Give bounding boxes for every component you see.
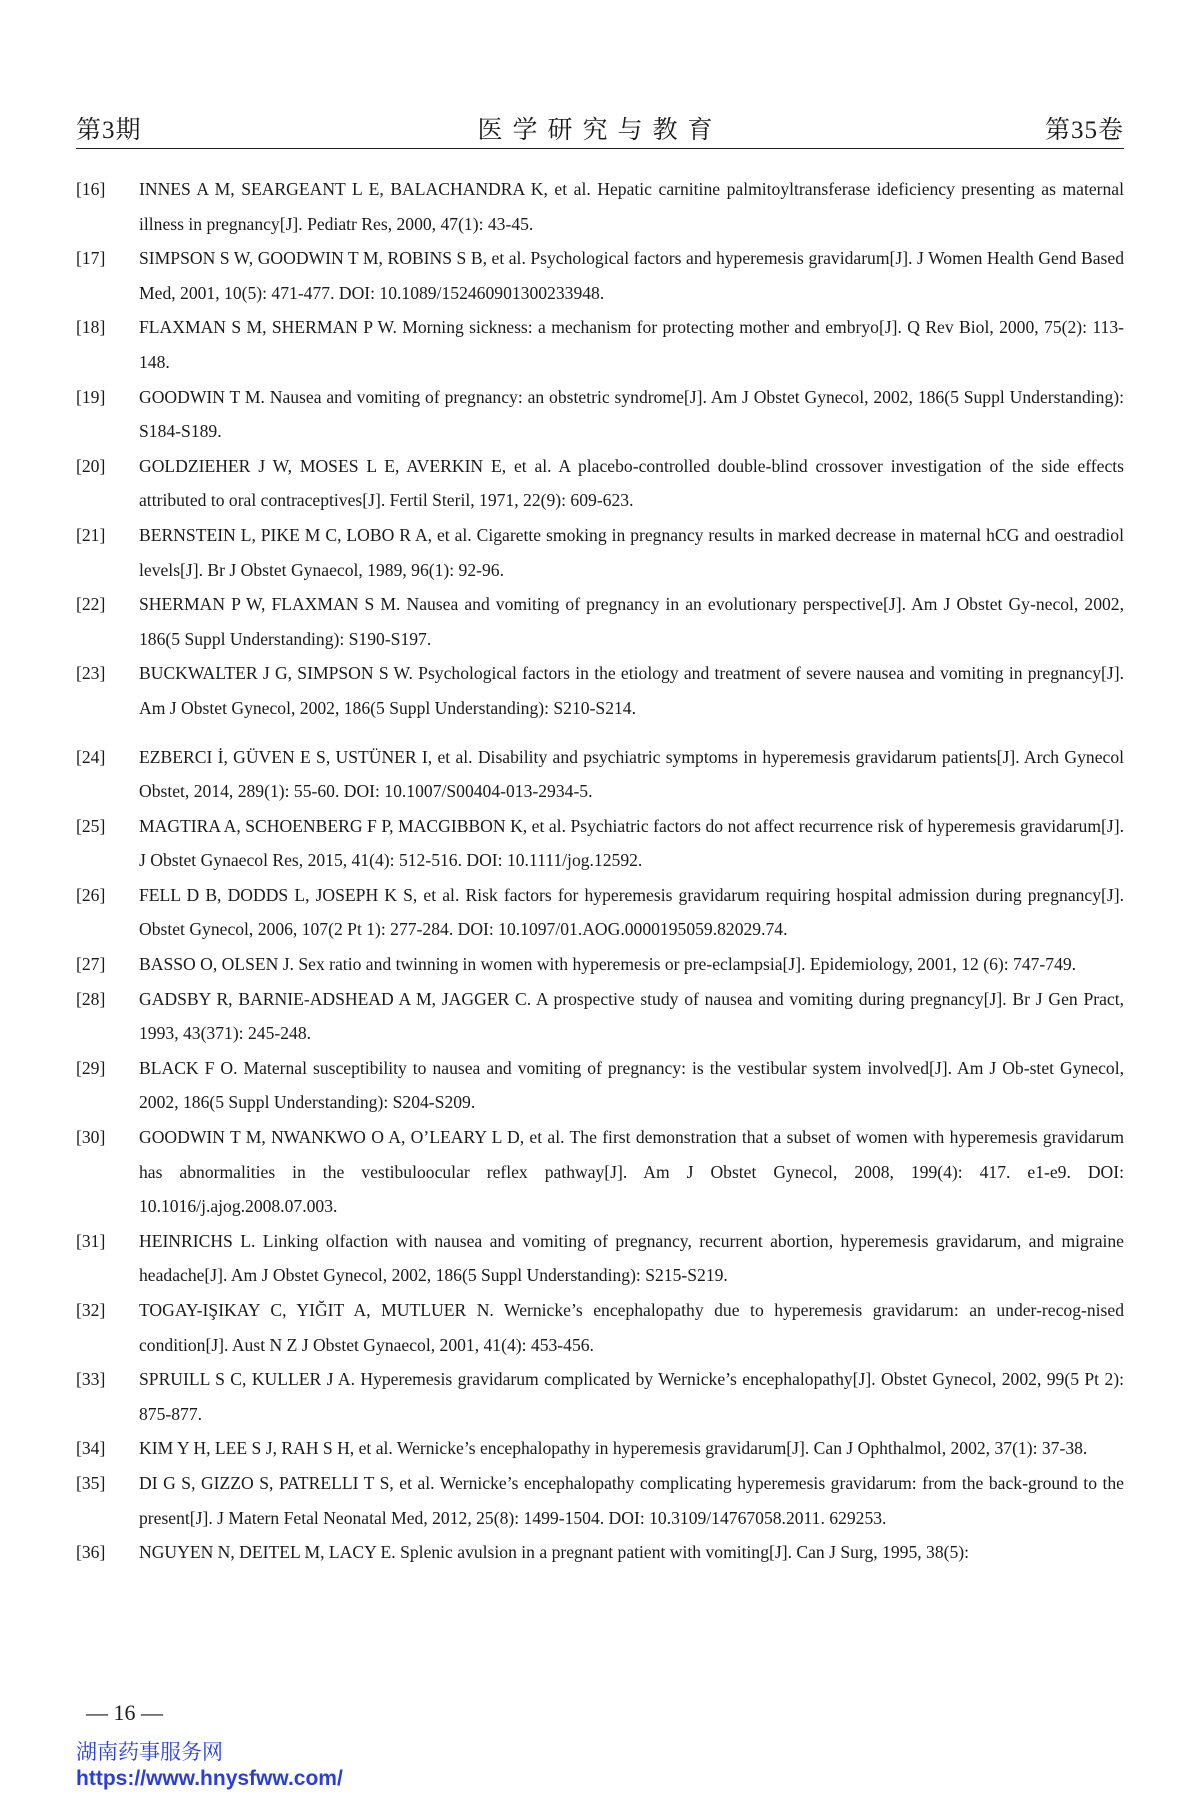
reference-number: [35] [76,1472,106,1493]
reference-text: NGUYEN N, DEITEL M, LACY E. Splenic avulsion in a pregnant patient with vomiting[J]. Can J Surg, 1995, 38(5): [139,1542,970,1563]
reference-list [76,172,1124,1570]
reference-text: SPRUILL S C, KULLER J A. Hyperemesis gravidarum complicated by Wernicke’s encephalopathy[J]. Obstet Gynecol, 2002, 99(5 Pt 2): 875-877. [139,1369,1124,1424]
reference-item [76,656,1124,725]
reference-item [76,1362,1124,1431]
reference-item [76,518,1124,587]
page-number: — 16 — [86,1700,163,1725]
reference-item [76,310,1124,379]
reference-item [76,1224,1124,1293]
reference-text: DI G S, GIZZO S, PATRELLI T S, et al. Wernicke’s encephalopathy complicating hyperemesis gravidarum: from the back-ground to the present[J]. J Matern Fetal Neonatal Med, 2012, 25(8): 1499-1504. DOI: 10.3109/14767058.2011. 629253. [139,1472,1124,1528]
reference-number: [21] [76,524,106,545]
reference-number: [16] [76,179,106,199]
reference-number: [25] [76,815,106,836]
reference-text: GOLDZIEHER J W, MOSES L E, AVERKIN E, et al. A placebo-controlled double-blind crossover investigation of the side effects attributed to oral contraceptives[J]. Fertil Steril, 1971, 22(9): 609-623. [139,455,1124,511]
reference-text: FELL D B, DODDS L, JOSEPH K S, et al. Risk factors for hyperemesis gravidarum requiring hospital admission during pregnancy[J]. Obstet Gynecol, 2006, 107(2 Pt 1): 277-284. DOI: 10.1097/01.AOG.0000195059.82029.74. [139,884,1124,940]
reference-text: MAGTIRA A, SCHOENBERG F P, MACGIBBON K, et al. Psychiatric factors do not affect recurrence risk of hyperemesis gravidarum[J]. J Obstet Gynaecol Res, 2015, 41(4): 512-516. DOI: 10.1111/jog.12592. [139,815,1124,871]
reference-number: [19] [76,386,106,407]
reference-text: EZBERCI İ, GÜVEN E S, USTÜNER I, et al. Disability and psychiatric symptoms in hyperemesis gravidarum patients[J]. Arch Gynecol Obstet, 2014, 289(1): 55-60. DOI: 10.1007/S00404-013-2934-5. [139,746,1124,802]
reference-item [76,947,1124,982]
reference-item [76,878,1124,947]
reference-number: [34] [76,1438,106,1459]
site-watermark [76,1740,343,1792]
reference-number: [24] [76,746,106,767]
reference-text: GOODWIN T M. Nausea and vomiting of pregnancy: an obstetric syndrome[J]. Am J Obstet Gynecol, 2002, 186(5 Suppl Understanding): S184-S189. [139,386,1124,442]
reference-number: [29] [76,1057,106,1078]
reference-number: [27] [76,954,106,975]
reference-item [76,380,1124,449]
reference-number: [23] [76,663,106,684]
reference-item [76,1431,1124,1466]
reference-text: GADSBY R, BARNIE-ADSHEAD A M, JAGGER C. A prospective study of nausea and vomiting during pregnancy[J]. Br J Gen Pract, 1993, 43(371): 245-248. [139,988,1124,1044]
reference-number: [36] [76,1542,106,1563]
reference-item [76,1293,1124,1362]
reference-number: [18] [76,317,106,338]
reference-text: TOGAY-IŞIKAY C, YIĞIT A, MUTLUER N. Wernicke’s encephalopathy due to hyperemesis gravidarum: an under-recog-nised condition[J]. Aust N Z J Obstet Gynaecol, 2001, 41(4): 453-456. [139,1300,1124,1355]
reference-item [76,587,1124,656]
reference-item [76,1466,1124,1535]
reference-number: [26] [76,884,106,905]
journal-title: 医学研究与教育 [477,117,723,144]
reference-text: INNES A M, SEARGEANT L E, BALACHANDRA K, et al. Hepatic carnitine palmitoyltransferase ideficiency presenting as maternal illness in pregnancy[J]. Pediatr Res, 2000, 47(1): 43-45. [139,179,1124,234]
reference-item [76,740,1124,809]
issue-label: 第3期 [76,117,142,144]
reference-item [76,241,1124,310]
reference-number: [22] [76,594,106,615]
watermark-site-name: 湖南药事服务网 [76,1741,223,1764]
reference-number: [20] [76,455,106,476]
reference-item [76,449,1124,518]
reference-text: BERNSTEIN L, PIKE M C, LOBO R A, et al. Cigarette smoking in pregnancy results in marked decrease in maternal hCG and oestradiol levels[J]. Br J Obstet Gynaecol, 1989, 96(1): 92-96. [139,524,1124,580]
reference-item [76,172,1124,241]
reference-text: BASSO O, OLSEN J. Sex ratio and twinning in women with hyperemesis or pre-eclampsia[J]. Epidemiology, 2001, 12 (6): 747-749. [139,954,1077,975]
reference-item [76,1051,1124,1120]
volume-label: 第35卷 [1044,117,1124,144]
reference-number: [31] [76,1230,106,1251]
reference-text: KIM Y H, LEE S J, RAH S H, et al. Wernicke’s encephalopathy in hyperemesis gravidarum[J]. Can J Ophthalmol, 2002, 37(1): 37-38. [139,1438,1088,1459]
reference-item [76,982,1124,1051]
reference-text: FLAXMAN S M, SHERMAN P W. Morning sickness: a mechanism for protecting mother and embryo[J]. Q Rev Biol, 2000, 75(2): 113-148. [139,317,1124,372]
reference-number: [28] [76,988,106,1009]
reference-text: BLACK F O. Maternal susceptibility to nausea and vomiting of pregnancy: is the vestibular system involved[J]. Am J Ob-stet Gynecol, 2002, 186(5 Suppl Understanding): S204-S209. [139,1057,1124,1113]
reference-number: [17] [76,248,106,269]
reference-number: [33] [76,1369,106,1390]
reference-text: SHERMAN P W, FLAXMAN S M. Nausea and vomiting of pregnancy in an evolutionary perspective[J]. Am J Obstet Gy-necol, 2002, 186(5 Suppl Understanding): S190-S197. [139,594,1124,649]
reference-text: BUCKWALTER J G, SIMPSON S W. Psychological factors in the etiology and treatment of severe nausea and vomiting in pregnancy[J]. Am J Obstet Gynecol, 2002, 186(5 Suppl Understanding): S210-S214. [139,663,1124,718]
reference-item [76,809,1124,878]
reference-number: [32] [76,1300,106,1320]
running-header [76,106,1124,149]
reference-number: [30] [76,1127,106,1148]
watermark-url-link[interactable]: https://www.hnysfww.com/ [76,1767,343,1790]
reference-text: SIMPSON S W, GOODWIN T M, ROBINS S B, et al. Psychological factors and hyperemesis gravidarum[J]. J Women Health Gend Based Med, 2001, 10(5): 471-477. DOI: 10.1089/152460901300233948. [139,248,1124,303]
reference-text: HEINRICHS L. Linking olfaction with nausea and vomiting of pregnancy, recurrent abortion, hyperemesis gravidarum, and migraine headache[J]. Am J Obstet Gynecol, 2002, 186(5 Suppl Understanding): S215-S219. [139,1230,1124,1286]
reference-item [76,1535,1124,1570]
reference-item [76,1120,1124,1224]
reference-text: GOODWIN T M, NWANKWO O A, O’LEARY L D, et al. The first demonstration that a subset of women with hyperemesis gravidarum has abnormalities in the vestibuloocular reflex pathway[J]. Am J Obstet Gynecol, 2008, 199(4): 417. e1-e9. DOI: 10.1016/j.ajog.2008.07.003. [139,1127,1124,1217]
